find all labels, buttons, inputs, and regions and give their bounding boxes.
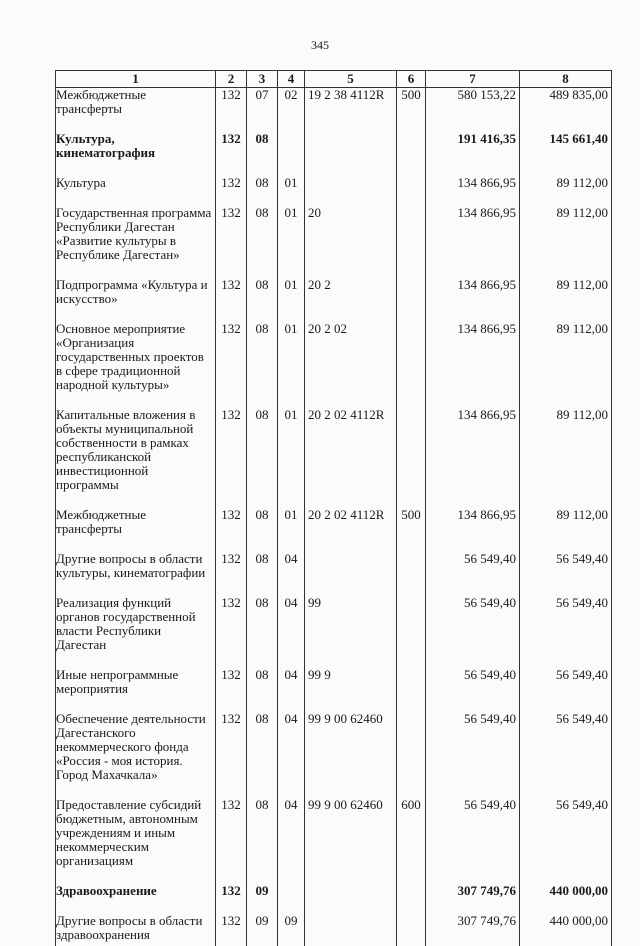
row-expense-type: 500 (397, 88, 426, 133)
row-expense-type: 500 (397, 508, 426, 552)
table-row (56, 176, 612, 206)
table-row (56, 88, 612, 133)
row-subsection-code: 04 (278, 596, 305, 668)
row-section-code: 08 (247, 278, 278, 322)
row-grbs-code: 132 (216, 596, 247, 668)
table-row (56, 914, 612, 946)
row-expense-type (397, 552, 426, 596)
row-amount-year-1: 134 866,95 (426, 408, 520, 508)
row-target-article (305, 176, 397, 206)
row-amount-year-2: 89 112,00 (520, 508, 612, 552)
row-grbs-code: 132 (216, 552, 247, 596)
row-target-article: 20 2 02 4112R (305, 408, 397, 508)
row-subsection-code (278, 132, 305, 176)
header-col-2: 2 (216, 71, 247, 88)
row-subsection-code (278, 884, 305, 914)
row-section-code: 08 (247, 322, 278, 408)
row-section-code: 08 (247, 176, 278, 206)
table-header (56, 71, 612, 88)
row-amount-year-2: 56 549,40 (520, 712, 612, 798)
row-target-article: 19 2 38 4112R (305, 88, 397, 133)
header-col-7: 7 (426, 71, 520, 88)
table-row (56, 552, 612, 596)
row-subsection-code: 01 (278, 322, 305, 408)
row-amount-year-1: 307 749,76 (426, 884, 520, 914)
row-target-article: 20 2 02 4112R (305, 508, 397, 552)
row-section-code: 07 (247, 88, 278, 133)
row-expense-type (397, 884, 426, 914)
row-name: Межбюджетные трансферты (56, 88, 216, 133)
row-name: Здравоохранение (56, 884, 216, 914)
row-expense-type (397, 668, 426, 712)
row-expense-type (397, 132, 426, 176)
row-name: Основное мероприятие «Организация государственных проектов в сфере традиционной народной культуры» (56, 322, 216, 408)
row-amount-year-2: 56 549,40 (520, 798, 612, 884)
row-expense-type (397, 206, 426, 278)
row-name: Капитальные вложения в объекты муниципальной собственности в рамках республиканской инвестиционной программы (56, 408, 216, 508)
row-target-article: 99 9 (305, 668, 397, 712)
row-name: Подпрограмма «Культура и искусство» (56, 278, 216, 322)
header-row (56, 71, 612, 88)
row-amount-year-2: 440 000,00 (520, 914, 612, 946)
row-name: Межбюджетные трансферты (56, 508, 216, 552)
row-grbs-code: 132 (216, 132, 247, 176)
header-col-1: 1 (56, 71, 216, 88)
row-subsection-code: 01 (278, 408, 305, 508)
row-amount-year-2: 89 112,00 (520, 278, 612, 322)
row-amount-year-1: 56 549,40 (426, 668, 520, 712)
row-subsection-code: 02 (278, 88, 305, 133)
header-col-6: 6 (397, 71, 426, 88)
row-amount-year-1: 134 866,95 (426, 322, 520, 408)
row-section-code: 08 (247, 798, 278, 884)
table-row (56, 322, 612, 408)
row-grbs-code: 132 (216, 278, 247, 322)
row-amount-year-1: 134 866,95 (426, 278, 520, 322)
row-subsection-code: 04 (278, 712, 305, 798)
row-target-article: 99 9 00 62460 (305, 798, 397, 884)
row-target-article: 20 2 (305, 278, 397, 322)
row-grbs-code: 132 (216, 668, 247, 712)
row-name: Государственная программа Республики Дагестан «Развитие культуры в Республике Дагестан» (56, 206, 216, 278)
row-name: Иные непрограммные мероприятия (56, 668, 216, 712)
row-amount-year-2: 440 000,00 (520, 884, 612, 914)
row-grbs-code: 132 (216, 914, 247, 946)
row-amount-year-2: 89 112,00 (520, 206, 612, 278)
row-target-article: 99 (305, 596, 397, 668)
row-section-code: 08 (247, 206, 278, 278)
row-subsection-code: 04 (278, 668, 305, 712)
header-col-4: 4 (278, 71, 305, 88)
budget-table (55, 70, 612, 946)
row-amount-year-1: 134 866,95 (426, 508, 520, 552)
row-expense-type: 600 (397, 798, 426, 884)
row-subsection-code: 01 (278, 206, 305, 278)
table-row (56, 596, 612, 668)
row-amount-year-2: 89 112,00 (520, 322, 612, 408)
row-grbs-code: 132 (216, 408, 247, 508)
row-amount-year-1: 56 549,40 (426, 712, 520, 798)
table-row (56, 408, 612, 508)
row-subsection-code: 04 (278, 798, 305, 884)
page-number: 345 (0, 38, 640, 53)
row-name: Обеспечение деятельности Дагестанского некоммерческого фонда «Россия - моя история. Город Махачкала» (56, 712, 216, 798)
row-grbs-code: 132 (216, 88, 247, 133)
row-section-code: 09 (247, 884, 278, 914)
row-section-code: 08 (247, 408, 278, 508)
row-amount-year-1: 191 416,35 (426, 132, 520, 176)
row-expense-type (397, 596, 426, 668)
row-grbs-code: 132 (216, 206, 247, 278)
row-target-article (305, 914, 397, 946)
row-amount-year-1: 307 749,76 (426, 914, 520, 946)
table-body (56, 88, 612, 946)
row-amount-year-1: 134 866,95 (426, 176, 520, 206)
row-amount-year-2: 56 549,40 (520, 668, 612, 712)
row-grbs-code: 132 (216, 176, 247, 206)
row-target-article (305, 132, 397, 176)
row-name: Другие вопросы в области здравоохранения (56, 914, 216, 946)
header-col-3: 3 (247, 71, 278, 88)
row-name: Другие вопросы в области культуры, кинематографии (56, 552, 216, 596)
row-grbs-code: 132 (216, 712, 247, 798)
table-row (56, 668, 612, 712)
row-amount-year-1: 134 866,95 (426, 206, 520, 278)
row-amount-year-1: 580 153,22 (426, 88, 520, 133)
row-target-article: 20 2 02 (305, 322, 397, 408)
row-target-article (305, 884, 397, 914)
table-row (56, 278, 612, 322)
row-section-code: 08 (247, 712, 278, 798)
row-section-code: 08 (247, 508, 278, 552)
row-subsection-code: 04 (278, 552, 305, 596)
row-section-code: 08 (247, 552, 278, 596)
row-expense-type (397, 914, 426, 946)
row-section-code: 08 (247, 132, 278, 176)
row-subsection-code: 01 (278, 508, 305, 552)
header-col-8: 8 (520, 71, 612, 88)
row-target-article: 20 (305, 206, 397, 278)
table-row (56, 508, 612, 552)
row-grbs-code: 132 (216, 798, 247, 884)
table-row (56, 798, 612, 884)
row-target-article: 99 9 00 62460 (305, 712, 397, 798)
row-amount-year-2: 89 112,00 (520, 176, 612, 206)
row-subsection-code: 09 (278, 914, 305, 946)
row-amount-year-2: 145 661,40 (520, 132, 612, 176)
header-col-5: 5 (305, 71, 397, 88)
row-amount-year-1: 56 549,40 (426, 596, 520, 668)
row-subsection-code: 01 (278, 176, 305, 206)
row-section-code: 08 (247, 668, 278, 712)
table-row (56, 132, 612, 176)
row-name: Культура, кинематография (56, 132, 216, 176)
table-row (56, 206, 612, 278)
row-amount-year-2: 489 835,00 (520, 88, 612, 133)
row-section-code: 09 (247, 914, 278, 946)
row-section-code: 08 (247, 596, 278, 668)
table-row (56, 884, 612, 914)
row-amount-year-2: 89 112,00 (520, 408, 612, 508)
row-expense-type (397, 278, 426, 322)
row-expense-type (397, 176, 426, 206)
row-name: Предоставление субсидий бюджетным, автономным учреждениям и иным некоммерческим организациям (56, 798, 216, 884)
table-row (56, 712, 612, 798)
row-amount-year-1: 56 549,40 (426, 552, 520, 596)
row-grbs-code: 132 (216, 884, 247, 914)
row-amount-year-2: 56 549,40 (520, 596, 612, 668)
row-subsection-code: 01 (278, 278, 305, 322)
row-target-article (305, 552, 397, 596)
row-amount-year-1: 56 549,40 (426, 798, 520, 884)
row-expense-type (397, 408, 426, 508)
row-expense-type (397, 322, 426, 408)
row-amount-year-2: 56 549,40 (520, 552, 612, 596)
row-grbs-code: 132 (216, 322, 247, 408)
row-expense-type (397, 712, 426, 798)
row-grbs-code: 132 (216, 508, 247, 552)
row-name: Культура (56, 176, 216, 206)
row-name: Реализация функций органов государственной власти Республики Дагестан (56, 596, 216, 668)
